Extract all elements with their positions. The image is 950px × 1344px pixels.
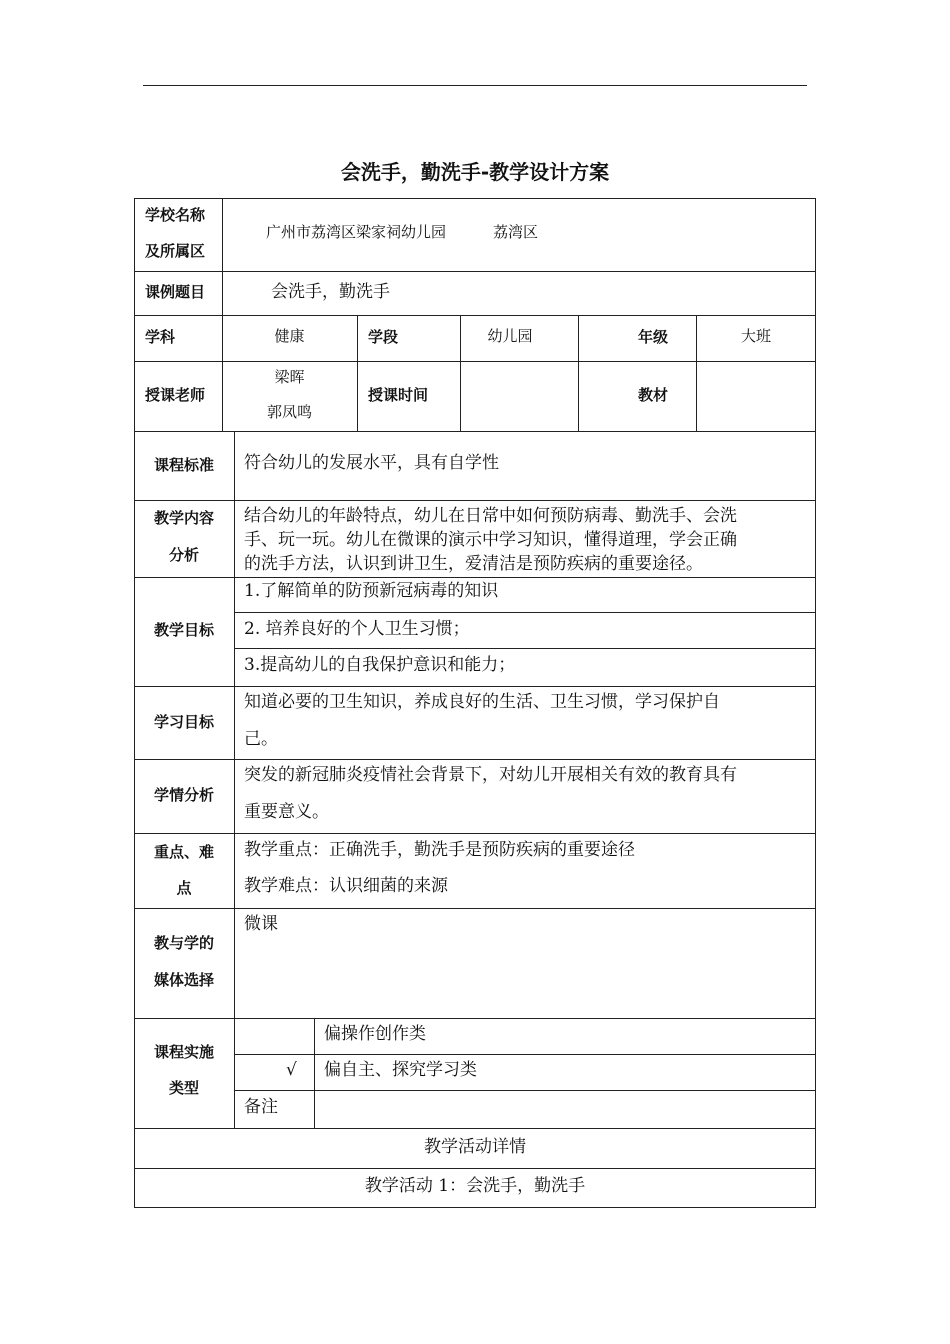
material-label: 教材 — [638, 386, 669, 404]
row-divider — [134, 759, 816, 760]
subject-value: 健康 — [274, 327, 305, 345]
goals-label: 教学目标 — [153, 621, 214, 639]
row-divider — [234, 612, 816, 613]
row-divider — [134, 833, 816, 834]
situation-line: 突发的新冠肺炎疫情社会背景下，对幼儿开展相关有效的教育具有 — [244, 765, 737, 785]
standard-value: 符合幼儿的发展水平，具有自学性 — [244, 453, 499, 473]
column-divider — [222, 198, 223, 431]
content-label-line1: 教学内容 — [153, 509, 214, 527]
grade-label: 年级 — [638, 328, 669, 346]
column-divider — [314, 1018, 315, 1128]
media-label-line2: 媒体选择 — [153, 971, 214, 989]
stage-value: 幼儿园 — [487, 327, 533, 345]
goal-item: 1.了解简单的防预新冠病毒的知识 — [244, 581, 499, 601]
content-line: 的洗手方法，认识到讲卫生，爱清洁是预防疾病的重要途径。 — [244, 554, 703, 574]
learning-label: 学习目标 — [153, 713, 214, 731]
school-label-line1: 学校名称 — [145, 206, 206, 224]
row-divider — [134, 1168, 816, 1169]
situation-line: 重要意义。 — [244, 802, 329, 822]
situation-label: 学情分析 — [153, 786, 214, 804]
keypoints-line: 教学难点：认识细菌的来源 — [244, 876, 448, 896]
teacher-name: 郭凤鸣 — [266, 403, 312, 421]
row-divider — [134, 1128, 816, 1129]
activity-1-title: 教学活动 1：会洗手，勤洗手 — [364, 1176, 586, 1196]
keypoints-label-line2: 点 — [176, 879, 192, 897]
row-divider — [234, 1090, 816, 1091]
content-line: 结合幼儿的年龄特点，幼儿在日常中如何预防病毒、勤洗手、会洗 — [244, 506, 737, 526]
column-divider — [357, 315, 358, 431]
school-name: 广州市荔湾区梁家祠幼儿园 — [266, 223, 447, 241]
course-type-check-mark: √ — [286, 1060, 297, 1080]
time-label: 授课时间 — [368, 386, 429, 404]
teacher-name: 梁晖 — [274, 368, 305, 386]
topic-value: 会洗手，勤洗手 — [271, 282, 390, 302]
column-divider — [234, 431, 235, 1128]
learning-line: 己。 — [244, 729, 278, 749]
teacher-label: 授课老师 — [145, 386, 206, 404]
keypoints-label-line1: 重点、难 — [153, 843, 214, 861]
activity-detail-header: 教学活动详情 — [424, 1137, 526, 1157]
course-type-label-line2: 类型 — [168, 1079, 199, 1097]
row-divider — [134, 361, 816, 362]
course-type-option: 偏操作创作类 — [324, 1024, 426, 1044]
row-divider — [134, 577, 816, 578]
standard-label: 课程标准 — [153, 456, 214, 474]
keypoints-line: 教学重点：正确洗手，勤洗手是预防疾病的重要途径 — [244, 840, 635, 860]
header-rule — [143, 85, 807, 86]
course-type-label-line1: 课程实施 — [153, 1043, 214, 1061]
row-divider — [134, 1018, 816, 1019]
page-title: 会洗手，勤洗手-教学设计方案 — [340, 160, 610, 184]
media-value: 微课 — [244, 914, 278, 934]
content-label-line2: 分析 — [168, 546, 199, 564]
row-divider — [234, 648, 816, 649]
row-divider — [134, 315, 816, 316]
media-label-line1: 教与学的 — [153, 934, 214, 952]
course-type-option: 偏自主、探究学习类 — [324, 1060, 477, 1080]
topic-label: 课例题目 — [145, 283, 206, 301]
row-divider — [134, 908, 816, 909]
goal-item: 3.提高幼儿的自我保护意识和能力； — [244, 655, 516, 675]
row-divider — [134, 271, 816, 272]
stage-label: 学段 — [368, 328, 399, 346]
note-label: 备注 — [244, 1097, 278, 1117]
learning-line: 知道必要的卫生知识，养成良好的生活、卫生习惯，学习保护自 — [244, 692, 720, 712]
row-divider — [134, 686, 816, 687]
content-line: 手、玩一玩。幼儿在微课的演示中学习知识，懂得道理，学会正确 — [244, 530, 737, 550]
row-divider — [134, 431, 816, 432]
grade-value: 大班 — [740, 327, 771, 345]
row-divider — [234, 1054, 816, 1055]
column-divider — [578, 315, 579, 431]
row-divider — [134, 500, 816, 501]
school-label-line2: 及所属区 — [145, 242, 206, 260]
goal-item: 2. 培养良好的个人卫生习惯； — [244, 619, 470, 639]
subject-label: 学科 — [145, 328, 176, 346]
school-district: 荔湾区 — [493, 223, 539, 241]
